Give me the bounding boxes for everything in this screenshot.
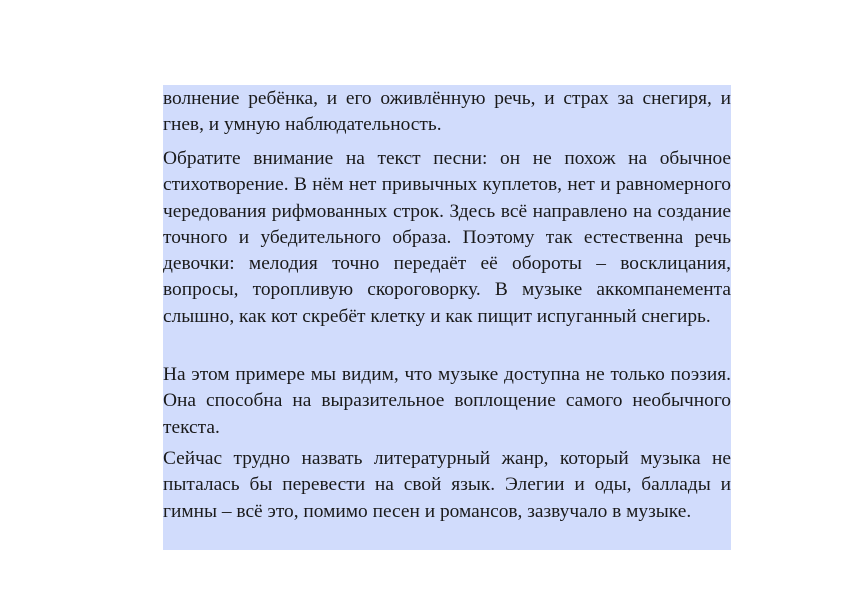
text-block [163,85,731,550]
paragraph-4: Сейчас трудно назвать литературный жанр, который музыка не пыталась бы перевести на свой язык. Элегии и оды, баллады и гимны – всё это, помимо песен и романсов, зазвучало в музыке. [163,448,731,522]
paragraph-3: На этом примере мы видим, что музыке доступна не только поэзия. Она способна на выразительное воплощение самого необычного текста. [163,364,731,438]
paragraph-1: волнение ребёнка, и его оживлённую речь, и страх за снегиря, и гнев, и умную наблюдательность. [163,88,731,136]
paragraph-2: Обратите внимание на текст песни: он не похож на обычное стихотворение. В нём нет привычных куплетов, нет и равномерного чередования рифмованных строк. Здесь всё направлено на создание точного и убедительного образа. Поэтому так естественна речь девочки: мелодия точно передаёт её обороты – восклицания, вопросы, торопливую скороговорку. В музыке аккомпанемента слышно, как кот скребёт клетку и как пищит испуганный снегирь. [163,148,731,327]
